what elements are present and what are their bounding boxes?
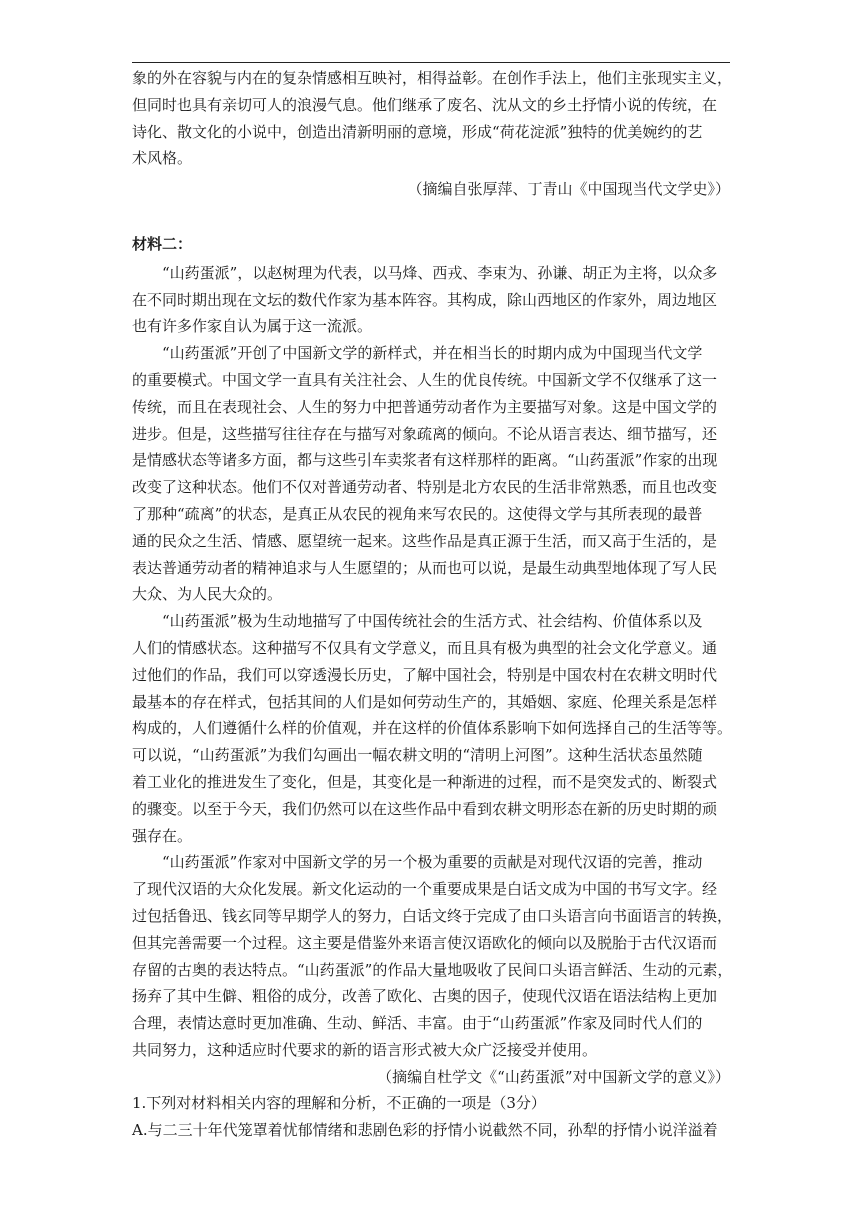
text-line: 但同时也具有亲切可人的浪漫气息。他们继承了废名、沈从文的乡土抒情小说的传统，在 [132,95,718,114]
text-line: 可以说，“山药蛋派”为我们勾画出一幅农耕文明的“清明上河图”。这种生活状态虽然随 [132,746,703,765]
text-line: 强存在。 [132,826,193,845]
text-line: 过他们的作品，我们可以穿透漫长历史，了解中国社会，特别是中国农村在农耕文明时代 [132,665,718,684]
text-line: 着工业化的推进发生了变化，但是，其变化是一种渐进的过程，而不是突发式的、断裂式 [132,772,718,791]
document-page [132,62,733,1144]
text-line: 在不同时期出现在文坛的数代作家为基本阵容。其构成，除山西地区的作家外，周边地区 [132,290,718,309]
text-line: 象的外在容貌与内在的复杂情感相互映衬，相得益彰。在创作手法上，他们主张现实主义， [132,69,733,87]
text-line: “山药蛋派”极为生动地描写了中国传统社会的生活方式、社会结构、价值体系以及 [162,612,703,631]
text-line: 构成的，人们遵循什么样的价值观，并在这样的价值体系影响下如何选择自己的生活等等。 [132,719,733,738]
text-line: 了现代汉语的大众化发展。新文化运动的一个重要成果是白话文成为中国的书写文字。经 [132,880,718,899]
text-line: 人们的情感状态。这种描写不仅具有文学意义，而且具有极为典型的社会文化学意义。通 [132,638,718,657]
material2-paragraph-4 [132,849,733,1063]
header-rule [132,62,730,63]
material2-source: （摘编自杜学文《“山药蛋派”对中国新文学的意义》） [377,1067,730,1086]
text-line: 共同努力，这种适应时代要求的新的语言形式被大众广泛接受并使用。 [132,1040,598,1059]
text-line: 了那种“疏离”的状态，是真正从农民的视角来写农民的。这使得文学与其所表现的最普 [132,504,703,523]
text-line: “山药蛋派”，以赵树理为代表，以马烽、西戎、李束为、孙谦、胡正为主将，以众多 [162,263,718,282]
material2-heading: 材料二： [132,234,193,253]
question-1-stem: 1.下列对材料相关内容的理解和分析，不正确的一项是（3分） [132,1094,546,1113]
text-line: 诗化、散文化的小说中，创造出清新明丽的意境，形成“荷花淀派”独特的优美婉约的艺 [132,122,703,141]
material2-paragraph-3 [132,608,733,849]
text-line: 的重要模式。中国文学一直具有关注社会、人生的优良传统。中国新文学不仅继承了这一 [132,370,718,389]
text-line: 也有许多作家自认为属于这一流派。 [132,317,373,336]
text-line: 但其完善需要一个过程。这主要是借鉴外来语言使汉语欧化的倾向以及脱胎于古代汉语而 [132,933,718,952]
text-line: 术风格。 [132,149,193,168]
text-line: 过包括鲁迅、钱玄同等早期学人的努力，白话文终于完成了由口头语言向书面语言的转换， [132,906,733,925]
text-line: 通的民众之生活、情感、愿望统一起来。这些作品是真正源于生活，而又高于生活的，是 [132,531,718,550]
material1-tail-paragraph [132,65,733,172]
text-line: 是情感状态等诸多方面，都与这些引车卖浆者有这样那样的距离。“山药蛋派”作家的出现 [132,451,718,470]
text-line: 扬弃了其中生僻、粗俗的成分，改善了欧化、古奥的因子，使现代汉语在语法结构上更加 [132,987,718,1006]
material1-source: （摘编自张厚萍、丁青山《中国现当代文学史》） [407,180,730,199]
text-line: “山药蛋派”作家对中国新文学的另一个极为重要的贡献是对现代汉语的完善，推动 [162,853,703,872]
text-line: 的骤变。以至于今天，我们仍然可以在这些作品中看到农耕文明形态在新的历史时期的顽 [132,799,718,818]
text-line: 大众、为人民大众的。 [132,585,283,604]
text-line: 表达普通劳动者的精神追求与人生愿望的；从而也可以说，是最生动典型地体现了写人民 [132,558,718,577]
text-line: 改变了这种状态。他们不仅对普通劳动者、特别是北方农民的生活非常熟悉，而且也改变 [132,478,718,497]
text-line: 合理，表情达意时更加准确、生动、鲜活、丰富。由于“山药蛋派”作家及同时代人们的 [132,1014,703,1033]
question-1-option-a: A.与二三十年代笼罩着忧郁情绪和悲剧色彩的抒情小说截然不同，孙犁的抒情小说洋溢着 [132,1121,718,1140]
text-line: 进步。但是，这些描写往往存在与描写对象疏离的倾向。不论从语言表达、细节描写，还 [132,424,718,443]
material2-paragraph-1 [132,260,730,340]
text-line: 最基本的存在样式，包括其间的人们是如何劳动生产的，其婚姻、家庭、伦理关系是怎样 [132,692,718,711]
material2-paragraph-2 [132,340,730,608]
text-line: 传统，而且在表现社会、人生的努力中把普通劳动者作为主要描写对象。这是中国文学的 [132,397,718,416]
text-line: “山药蛋派”开创了中国新文学的新样式，并在相当长的时期内成为中国现当代文学 [162,344,703,363]
text-line: 存留的古奥的表达特点。“山药蛋派”的作品大量地吸收了民间口头语言鲜活、生动的元素， [132,960,733,979]
